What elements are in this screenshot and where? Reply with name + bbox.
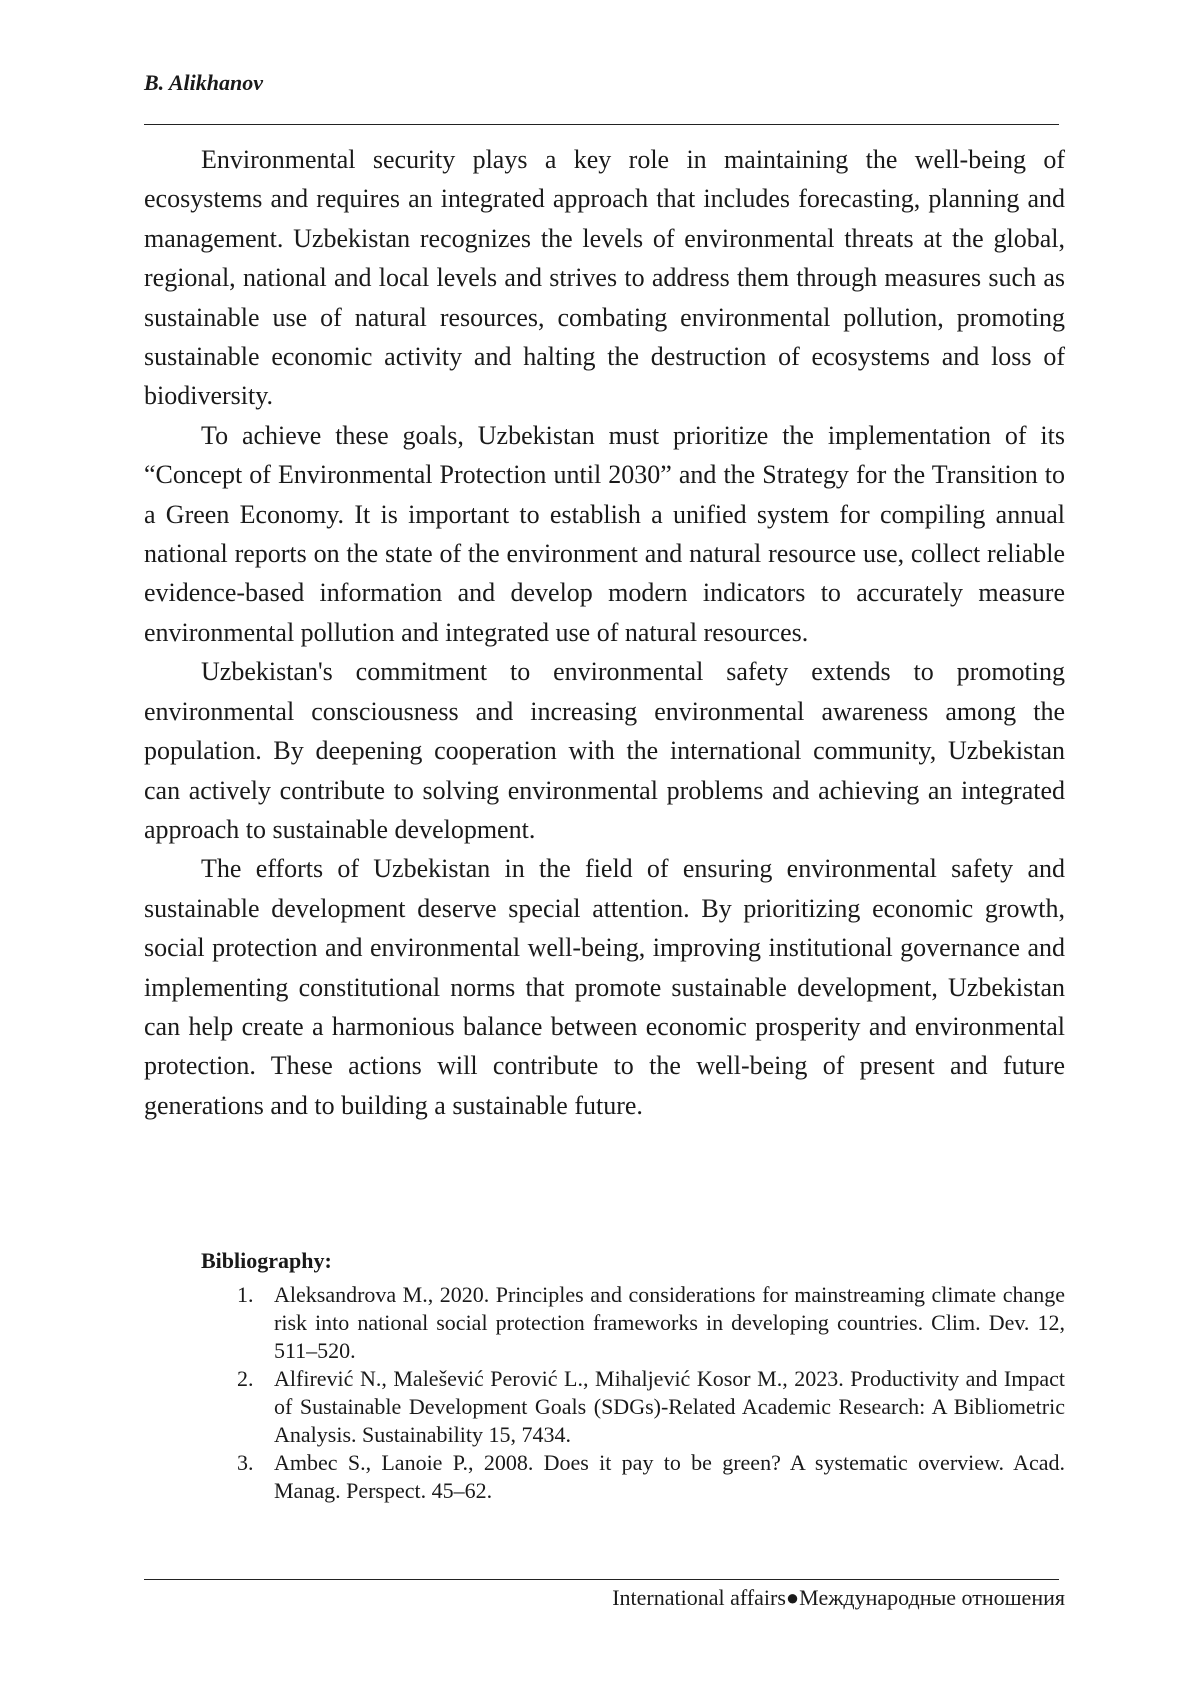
bibliography-item <box>201 1281 1065 1365</box>
bibliography-number: 2. <box>237 1366 254 1391</box>
bibliography-heading: Bibliography: <box>201 1248 332 1273</box>
bibliography-text: Alfirević N., Malešević Perović L., Mihaljević Kosor M., 2023. Productivity and Impact of Sustainable Development Goals (SDGs)-Related Academic Research: A Bibliometric Analysis. Sustainability 15, 7434. <box>274 1366 1065 1447</box>
body-paragraph: To achieve these goals, Uzbekistan must prioritize the implementation of its “Concept of Environmental Protection until 2030” and the Strategy for the Transition to a Green Economy. It is important to establish a unified system for compiling annual national reports on the state of the environment and natural resource use, collect reliable evidence-based information and develop modern indicators to accurately measure environmental pollution and integrated use of natural resources. <box>144 420 1065 647</box>
bibliography-text: Ambec S., Lanoie P., 2008. Does it pay to be green? A systematic overview. Acad. Manag. Perspect. 45–62. <box>274 1450 1065 1503</box>
article-body <box>144 140 1065 1125</box>
bibliography-item <box>201 1365 1065 1449</box>
body-paragraph: The efforts of Uzbekistan in the field of ensuring environmental safety and sustainable development deserve special attention. By prioritizing economic growth, social protection and environmental well-being, improving institutional governance and implementing constitutional norms that promote sustainable development, Uzbekistan can help create a harmonious balance between economic prosperity and environmental protection. These actions will contribute to the well-being of present and future generations and to building a sustainable future. <box>144 854 1065 1120</box>
body-paragraph: Environmental security plays a key role in maintaining the well-being of ecosystems and requires an integrated approach that includes forecasting, planning and management. Uzbekistan recognizes the levels of environmental threats at the global, regional, national and local levels and strives to address them through measures such as sustainable use of natural resources, combating environmental pollution, promoting sustainable economic activity and halting the destruction of ecosystems and loss of biodiversity. <box>144 145 1065 411</box>
bibliography-item <box>201 1449 1065 1505</box>
bibliography-number: 3. <box>237 1450 254 1475</box>
body-paragraph: Uzbekistan's commitment to environmental safety extends to promoting environmental consciousness and increasing environmental awareness among the population. By deepening cooperation with the international community, Uzbekistan can actively contribute to solving environmental problems and achieving an integrated approach to sustainable development. <box>144 657 1065 844</box>
bibliography-number: 1. <box>237 1282 254 1307</box>
footer-journal-name: International affairs●Международные отношения <box>612 1585 1065 1610</box>
header-rule <box>144 124 1059 125</box>
bibliography-list <box>201 1281 1065 1505</box>
bibliography-text: Aleksandrova M., 2020. Principles and considerations for mainstreaming climate change risk into national social protection frameworks in developing countries. Clim. Dev. 12, 511–520. <box>274 1282 1065 1363</box>
running-head-author: B. Alikhanov <box>144 70 263 95</box>
footer-rule <box>144 1579 1059 1580</box>
